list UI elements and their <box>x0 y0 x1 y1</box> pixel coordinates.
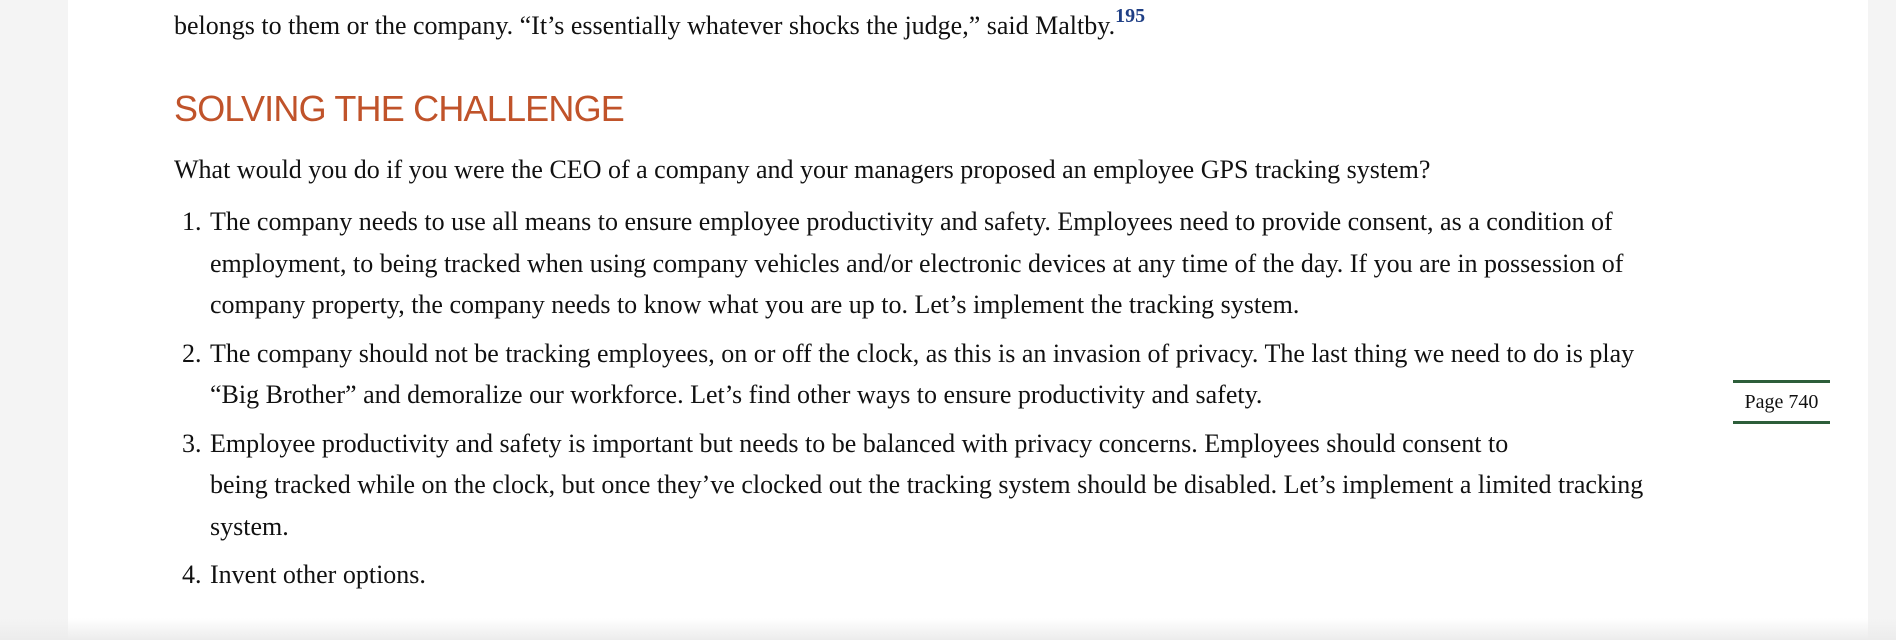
bottom-edge-shadow <box>0 618 1896 640</box>
option-text-line: being tracked while on the clock, but once they’ve clocked out the tracking system should be disabled. Let’s implement a limited tracking <box>210 470 1644 499</box>
list-item <box>174 333 1834 416</box>
lead-paragraph-line <box>174 6 1145 46</box>
option-text-line: The company needs to use all means to ensure employee productivity and safety. Employees need to provide consent, as a condition of <box>210 207 1613 236</box>
lead-text: belongs to them or the company. “It’s essentially whatever shocks the judge,” said Maltby. <box>174 11 1116 40</box>
option-text-line: “Big Brother” and demoralize our workforce. Let’s find other ways to ensure productivity and safety. <box>210 380 1263 409</box>
challenge-question: What would you do if you were the CEO of a company and your managers proposed an employee GPS tracking system? <box>174 155 1431 184</box>
option-text-line: The company should not be tracking employees, on or off the clock, as this is an invasion of privacy. The last thing we need to do is play <box>210 338 1635 368</box>
option-text-line: Invent other options. <box>210 560 426 589</box>
option-text-line: system. <box>210 511 289 541</box>
option-text-line: Employee productivity and safety is important but needs to be balanced with privacy concerns. Employees should consent to <box>210 428 1509 458</box>
option-text-line: employment, to being tracked when using company vehicles and/or electronic devices at any time of the day. If you are in possession of <box>210 248 1624 278</box>
option-text-line: company property, the company needs to know what you are up to. Let’s implement the tracking system. <box>210 290 1300 319</box>
footnote-reference-link[interactable]: 195 <box>1115 5 1146 28</box>
option-number: 2. <box>182 338 202 368</box>
list-item <box>174 201 1834 326</box>
list-item <box>174 423 1834 548</box>
page-number-marker: Page 740 <box>1733 380 1830 424</box>
option-number: 4. <box>182 560 202 589</box>
options-list <box>174 201 1834 603</box>
section-heading: SOLVING THE CHALLENGE <box>174 88 625 129</box>
list-item <box>174 554 1834 596</box>
option-number: 1. <box>182 207 202 236</box>
document-page <box>68 0 1868 640</box>
option-number: 3. <box>182 428 202 458</box>
